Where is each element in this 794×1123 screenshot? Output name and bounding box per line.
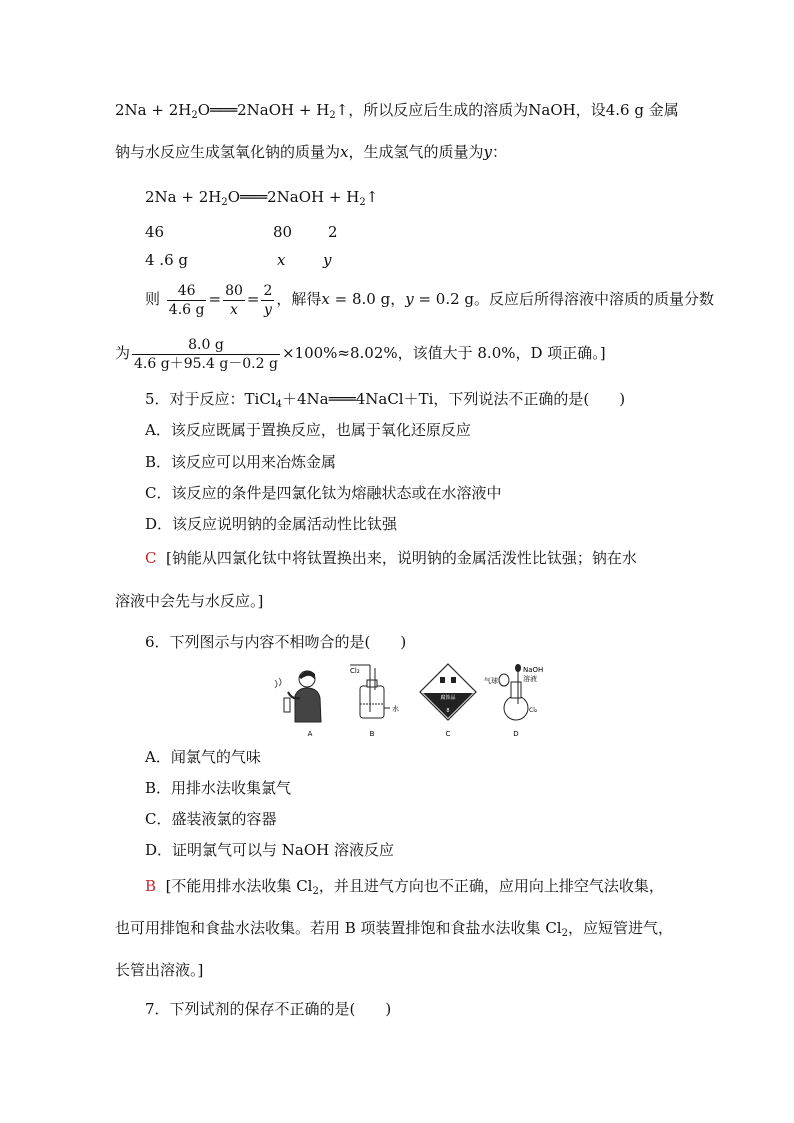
equation-line-1: $2Na + 2H_2O═══2NaOH$ + $H_2↑$，所以反应后生成的溶质为NaOH，设4.6 g 金属 bbox=[115, 101, 679, 121]
question-6-explanation-end: 长管出溶液。] bbox=[115, 961, 204, 979]
text-line-2: 钠与水反应生成氢氧化钠的质量为x，生成氢气的质量为y： bbox=[115, 143, 507, 161]
question-6-stem: 6．下列图示与内容不相吻合的是( ) bbox=[145, 633, 407, 651]
equation-line-2: $2Na + 2H_2O═══2NaOH$ + $H_2↑$ bbox=[145, 188, 379, 208]
ratio-row-1-col-2: 80 bbox=[273, 223, 293, 241]
question-5-option-a: A．该反应既属于置换反应，也属于氧化还原反应 bbox=[145, 421, 471, 439]
question-6-option-d: D．证明氯气可以与 NaOH 溶液反应 bbox=[145, 841, 395, 859]
person-smelling-image bbox=[275, 671, 321, 738]
figure-label-c: C bbox=[445, 730, 451, 738]
mass-fraction-line: 为 $\frac{8.0 g}{4.6 g+95.4 g-0.2 g}$ ×100%≈8.02%，该值大于 8.0%，D 项正确。] bbox=[115, 336, 606, 372]
balloon-label: 气球 bbox=[484, 677, 498, 685]
figure-label-d: D bbox=[513, 730, 519, 738]
question-6-explanation: B [不能用排水法收集 $Cl_2$，并且进气方向也不正确，应用向上排空气法收集， bbox=[145, 877, 664, 897]
ratio-row-1-col-1: 46 bbox=[145, 223, 165, 241]
flask-apparatus-image bbox=[484, 664, 543, 738]
fraction-80: $\frac{80}{x}$ bbox=[225, 282, 243, 318]
corrosive-label: 腐蚀品 bbox=[440, 695, 456, 701]
gas-bottle-image bbox=[350, 665, 399, 738]
question-5-stem: 5．对于反应：TiCl$_4$＋4Na═══4NaCl＋Ti，下列说法不正确的是( ) bbox=[145, 390, 626, 410]
apparatus-figure bbox=[270, 660, 570, 738]
solution-label: 溶液 bbox=[523, 675, 537, 683]
naoh-label: NaOH bbox=[523, 666, 544, 674]
question-7-stem: 7．下列试剂的保存不正确的是( ) bbox=[145, 1000, 392, 1018]
fraction-2: $\frac{2}{y}$ bbox=[263, 282, 273, 318]
cl2-flask-label: Cl₂ bbox=[529, 707, 538, 714]
question-5-option-d: D．该反应说明钠的金属活动性比钛强 bbox=[145, 515, 398, 533]
solve-line: 则 $\frac{46}{4.6 g}$ = $\frac{80}{x}$ = $\frac{2}{y}$ ，解得x = 8.0 g，y = 0.2 g。反应后所得溶液中溶质的质量分数 bbox=[145, 282, 715, 318]
answer-letter: B bbox=[145, 877, 157, 895]
question-5-option-c: C．该反应的条件是四氯化钛为熔融状态或在水溶液中 bbox=[145, 484, 502, 502]
ratio-row-2-col-1: 4 .6 g bbox=[145, 251, 188, 269]
ratio-row-2-col-2: x bbox=[277, 251, 286, 269]
figure-label-a: A bbox=[307, 730, 313, 738]
question-5-option-b: B．该反应可以用来冶炼金属 bbox=[145, 453, 337, 471]
ratio-row-2-col-3: y bbox=[323, 251, 332, 269]
question-6-explanation-cont: 也可用排饱和食盐水法收集。若用 B 项装置排饱和食盐水法收集 $Cl_2$，应短管进气， bbox=[115, 919, 673, 939]
fraction-46: $\frac{46}{4.6 g}$ bbox=[168, 282, 205, 318]
question-6-option-c: C．盛装液氯的容器 bbox=[145, 810, 277, 828]
figure-label-b: B bbox=[369, 730, 375, 738]
question-6-option-a: A．闻氯气的气味 bbox=[145, 748, 261, 766]
ratio-row-1-col-3: 2 bbox=[328, 223, 338, 241]
question-5-explanation: C [钠能从四氯化钛中将钛置换出来，说明钠的金属活泼性比钛强；钠在水 bbox=[145, 549, 637, 567]
water-label: 水 bbox=[392, 705, 399, 713]
equals-sign: ═══ bbox=[210, 101, 238, 119]
answer-letter: C bbox=[145, 549, 157, 567]
question-6-option-b: B．用排水法收集氯气 bbox=[145, 779, 292, 797]
corrosive-class: 8 bbox=[446, 708, 450, 714]
mass-fraction: $\frac{8.0 g}{4.6 g+95.4 g-0.2 g}$ bbox=[134, 336, 278, 372]
cl2-label: Cl₂ bbox=[350, 667, 360, 675]
question-5-explanation-cont: 溶液中会先与水反应。] bbox=[115, 592, 264, 610]
corrosive-sign-image bbox=[420, 664, 476, 738]
